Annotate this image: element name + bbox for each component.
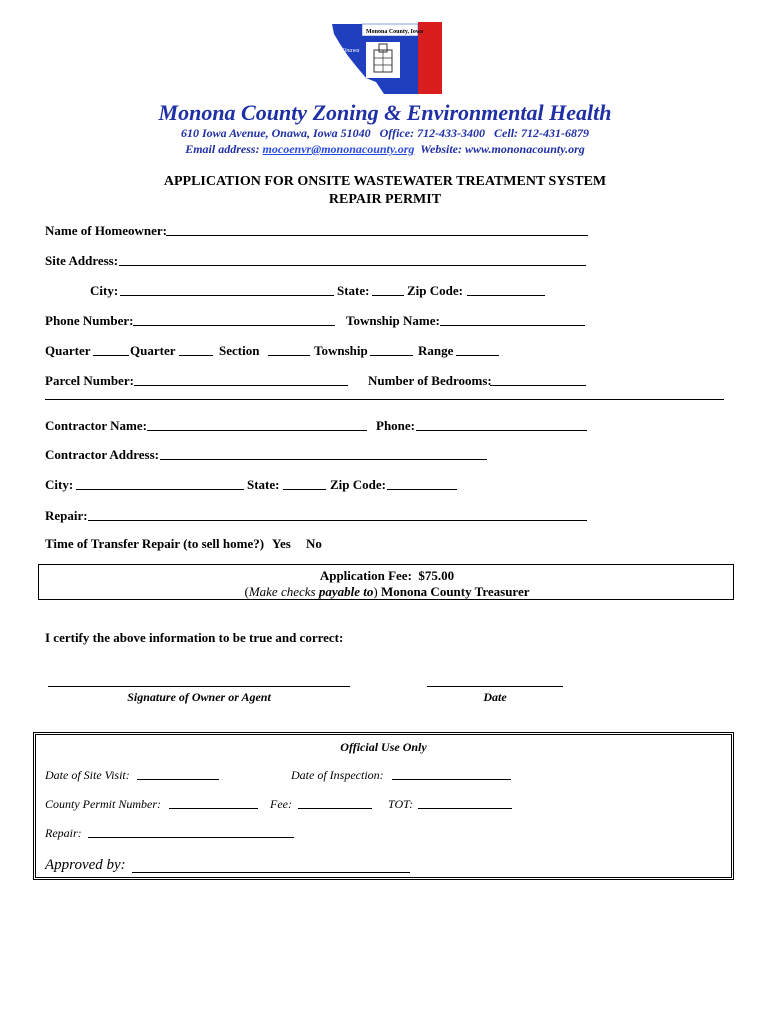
logo-city-text: Onawa <box>342 48 360 54</box>
repair-field[interactable] <box>88 520 587 521</box>
city-label: City: <box>90 283 119 298</box>
close-paren: ) <box>373 584 378 599</box>
contractor-name-label: Contractor Name: <box>45 418 147 433</box>
signature-field[interactable] <box>48 686 350 687</box>
contractor-state-field[interactable] <box>283 489 326 490</box>
open-paren: ( <box>244 584 249 599</box>
site-address-field[interactable] <box>119 265 586 266</box>
website-text: Website: www.mononacounty.org <box>414 142 585 156</box>
homeowner-label: Name of Homeowner: <box>45 223 168 238</box>
bedrooms-field[interactable] <box>490 385 586 386</box>
phone-label: Phone Number: <box>45 313 134 328</box>
city-field[interactable] <box>120 295 334 296</box>
permit-number-field[interactable] <box>169 808 258 809</box>
parcel-field[interactable] <box>134 385 348 386</box>
homeowner-field[interactable] <box>166 235 588 236</box>
signature-label: Signature of Owner or Agent <box>127 690 271 704</box>
email-label: Email address: <box>185 142 263 156</box>
section-label: Section <box>219 343 260 358</box>
quarter1-field[interactable] <box>93 355 129 356</box>
contractor-zip-label: Zip Code: <box>330 477 386 492</box>
form-subtitle: REPAIR PERMIT <box>328 192 442 207</box>
parcel-label: Parcel Number: <box>45 373 134 388</box>
email-website-line <box>0 142 770 157</box>
inspection-field[interactable] <box>392 779 511 780</box>
repair-label: Repair: <box>45 508 88 523</box>
permit-number-label: County Permit Number: <box>45 797 161 811</box>
county-logo <box>326 20 442 96</box>
contact-line: 610 Iowa Avenue, Onawa, Iowa 51040 Office: 712-433-3400 Cell: 712-431-6879 <box>180 126 590 140</box>
logo-title-text: Monona County, Iowa <box>366 29 424 35</box>
township-label: Township <box>314 343 368 358</box>
official-repair-label: Repair: <box>45 826 82 840</box>
page-title: Monona County Zoning & Environmental Health <box>158 100 612 125</box>
state-label: State: <box>337 283 370 298</box>
section-field[interactable] <box>268 355 310 356</box>
inspection-label: Date of Inspection: <box>291 768 384 782</box>
email-link[interactable]: mocoenvr@mononacounty.org <box>262 142 415 156</box>
contractor-zip-field[interactable] <box>387 489 457 490</box>
range-label: Range <box>418 343 454 358</box>
form-title: APPLICATION FOR ONSITE WASTEWATER TREATMENT SYSTEM <box>163 174 607 189</box>
tot-label: TOT: <box>388 797 414 811</box>
quarter1-label: Quarter <box>45 343 91 358</box>
fee-box <box>38 564 734 600</box>
transfer-yes-option[interactable]: Yes <box>272 536 291 551</box>
payable-to-line <box>39 584 735 600</box>
contractor-city-label: City: <box>45 477 74 492</box>
official-fee-label: Fee: <box>270 797 292 811</box>
official-use-heading: Official Use Only <box>340 740 427 754</box>
contractor-name-field[interactable] <box>147 430 367 431</box>
site-visit-field[interactable] <box>137 779 219 780</box>
phone-field[interactable] <box>133 325 335 326</box>
tot-field[interactable] <box>418 808 512 809</box>
contractor-state-label: State: <box>247 477 280 492</box>
quarter2-field[interactable] <box>179 355 213 356</box>
application-fee: Application Fee: $75.00 <box>319 568 455 583</box>
transfer-no-option[interactable]: No <box>306 536 322 551</box>
payable-to-text: payable to <box>318 584 374 599</box>
approved-by-field[interactable] <box>132 872 410 873</box>
zip-field[interactable] <box>467 295 545 296</box>
range-field[interactable] <box>456 355 499 356</box>
date-label: Date <box>483 690 507 704</box>
contractor-address-label: Contractor Address: <box>45 447 159 462</box>
bedrooms-label: Number of Bedrooms: <box>368 373 492 388</box>
transfer-question: Time of Transfer Repair (to sell home?) <box>45 536 265 551</box>
contractor-phone-field[interactable] <box>416 430 587 431</box>
contractor-city-field[interactable] <box>76 489 244 490</box>
site-address-label: Site Address: <box>45 253 119 268</box>
approved-by-label: Approved by: <box>45 857 126 873</box>
official-fee-field[interactable] <box>298 808 372 809</box>
site-visit-label: Date of Site Visit: <box>45 768 130 782</box>
make-checks-text: Make checks <box>248 584 319 599</box>
contractor-address-field[interactable] <box>160 459 487 460</box>
section-divider <box>45 399 724 400</box>
certify-statement: I certify the above information to be true and correct: <box>45 630 344 645</box>
date-field[interactable] <box>427 686 563 687</box>
official-repair-field[interactable] <box>88 837 294 838</box>
township-name-label: Township Name: <box>346 313 440 328</box>
quarter2-label: Quarter <box>130 343 176 358</box>
township-name-field[interactable] <box>440 325 585 326</box>
township-field[interactable] <box>370 355 413 356</box>
zip-label: Zip Code: <box>407 283 463 298</box>
contractor-phone-label: Phone: <box>376 418 415 433</box>
state-field[interactable] <box>372 295 404 296</box>
payee-text: Monona County Treasurer <box>377 584 530 599</box>
